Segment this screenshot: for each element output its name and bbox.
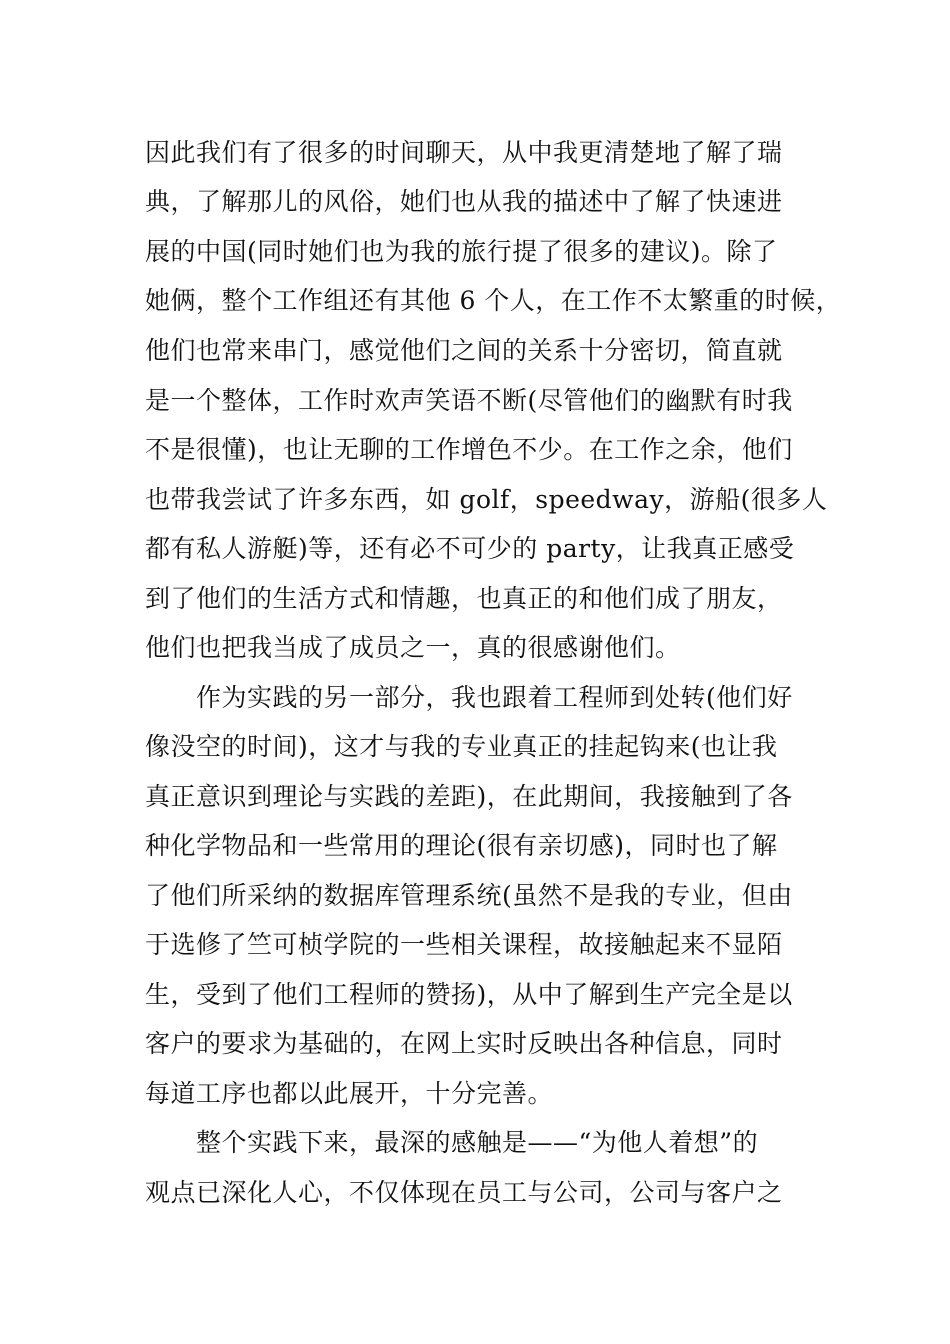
text-line: 是一个整体，工作时欢声笑语不断(尽管他们的幽默有时我	[145, 386, 793, 415]
text-line: 于选修了竺可桢学院的一些相关课程，故接触起来不显陌	[145, 930, 783, 959]
paragraph-first-line: 整个实践下来，最深的感触是——“为他人着想”的	[196, 1128, 759, 1157]
text-line: 因此我们有了很多的时间聊天，从中我更清楚地了解了瑞	[145, 138, 783, 167]
text-line: 生，受到了他们工程师的赞扬)，从中了解到生产完全是以	[145, 980, 793, 1009]
text-line: 他们也常来串门，感觉他们之间的关系十分密切，简直就	[145, 336, 783, 365]
text-line: 客户的要求为基础的，在网上实时反映出各种信息，同时	[145, 1029, 783, 1058]
paragraph-first-line: 作为实践的另一部分，我也跟着工程师到处转(他们好	[196, 683, 793, 712]
text-line: 典，了解那儿的风俗，她们也从我的描述中了解了快速进	[145, 187, 783, 216]
text-line: 都有私人游艇)等，还有必不可少的 party，让我真正感受	[145, 534, 795, 563]
text-line: 真正意识到理论与实践的差距)，在此期间，我接触到了各	[145, 782, 793, 811]
text-line: 展的中国(同时她们也为我的旅行提了很多的建议)。除了	[145, 237, 778, 266]
text-line: 不是很懂)，也让无聊的工作增色不少。在工作之余，他们	[145, 435, 793, 464]
text-line: 她俩，整个工作组还有其他 6 个人，在工作不太繁重的时候，	[145, 286, 842, 315]
text-line: 种化学物品和一些常用的理论(很有亲切感)，同时也了解	[145, 831, 778, 860]
text-line: 像没空的时间)，这才与我的专业真正的挂起钩来(也让我	[145, 732, 778, 761]
text-line: 每道工序也都以此展开，十分完善。	[145, 1079, 554, 1108]
text-line: 到了他们的生活方式和情趣，也真正的和他们成了朋友，	[145, 584, 783, 613]
text-line: 了他们所采纳的数据库管理系统(虽然不是我的专业，但由	[145, 881, 793, 910]
text-line: 他们也把我当成了成员之一，真的很感谢他们。	[145, 633, 681, 662]
text-line: 也带我尝试了许多东西，如 golf，speedway，游船(很多人	[145, 485, 828, 514]
text-line: 观点已深化人心，不仅体现在员工与公司，公司与客户之	[145, 1178, 783, 1207]
